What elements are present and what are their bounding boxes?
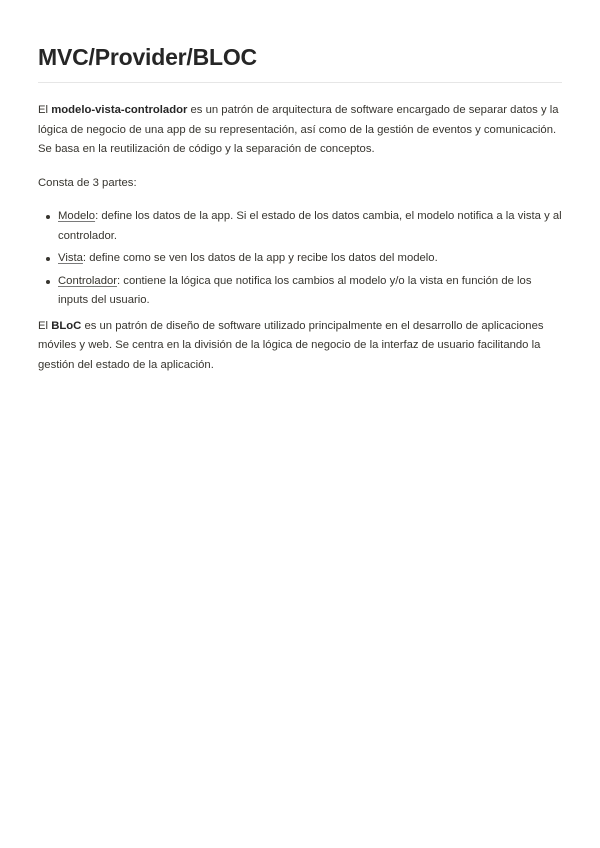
list-item: [38, 249, 562, 269]
term-modelo: Modelo: [58, 210, 96, 222]
list-item: [38, 207, 562, 246]
list-item: [38, 272, 562, 311]
term-controlador: Controlador: [58, 274, 118, 287]
intro-bold-term: modelo-vista-controlador: [51, 104, 188, 116]
item-text: : define los datos de la app. Si el estado de los datos cambia, el modelo notifica a la vista y al controlador.: [58, 210, 562, 242]
page-title: MVC/Provider/BLOC: [38, 44, 257, 70]
intro-text: es un patrón de arquitectura de software encargado de separar datos y la lógica de negocio de una app de su representación, así como de la gestión de eventos y comunicación. Se basa en la reutilización de código y la separación de conceptos.: [38, 104, 559, 155]
intro-paragraph: [38, 101, 562, 160]
bullet-icon: [46, 215, 50, 219]
term-vista: Vista: [58, 252, 83, 264]
bullet-icon: [46, 257, 50, 261]
parts-heading: Consta de 3 partes:: [38, 176, 137, 189]
intro-prefix: El: [38, 104, 52, 116]
title-divider: [38, 82, 562, 83]
item-text: : contiene la lógica que notifica los cambios al modelo y/o la vista en función de los inputs del usuario.: [58, 274, 532, 306]
bloc-bold-term: BLoC: [51, 319, 82, 332]
document-page: [38, 0, 562, 375]
bloc-prefix: El: [38, 319, 52, 332]
bloc-paragraph: [38, 317, 562, 376]
bullet-icon: [46, 280, 50, 284]
parts-list: [38, 207, 562, 311]
item-text: : define como se ven los datos de la app y recibe los datos del modelo.: [82, 252, 438, 264]
bloc-text: es un patrón de diseño de software utilizado principalmente en el desarrollo de aplicaciones móviles y web. Se centra en la división de la lógica de negocio de la interfaz de usuario facilitando la gestión del estado de la aplicación.: [38, 319, 544, 371]
